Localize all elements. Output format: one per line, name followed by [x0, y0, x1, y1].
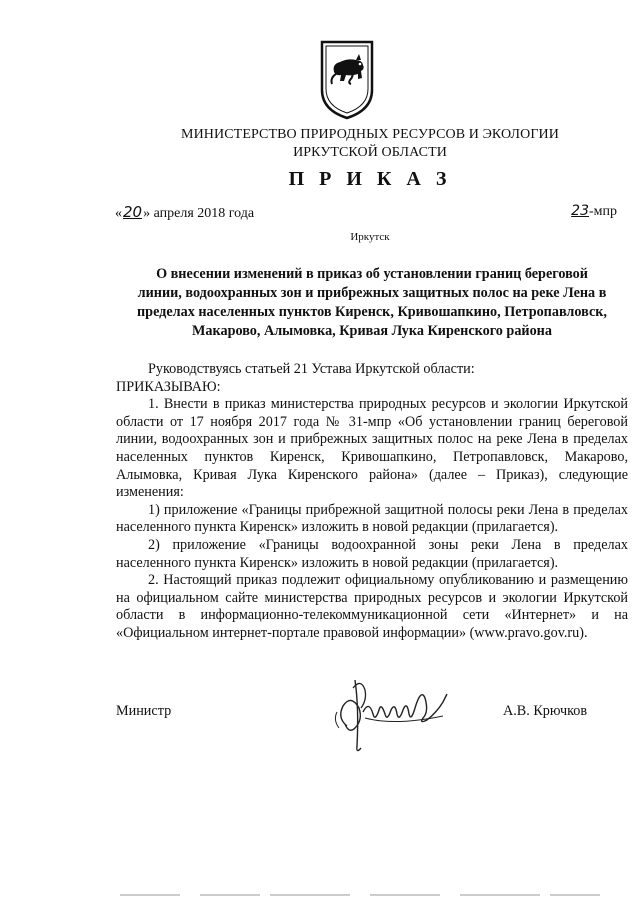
irkutsk-coat-of-arms-icon: [318, 38, 376, 120]
clause-2: 2. Настоящий приказ подлежит официальному опубликованию и размещению на официальном сайте министерства природных ресурсов и экологии Иркутской области в информационно-телекоммуникационной сети «Интернет» и на «Официальном интернет-портале правовой информации» (www.pravo.gov.ru).: [116, 572, 628, 641]
ministry-name-line2: ИРКУТСКОЙ ОБЛАСТИ: [293, 145, 447, 160]
handwritten-signature-icon: [325, 668, 465, 758]
order-number: [571, 203, 617, 220]
heading-line: линии, водоохранных зон и прибрежных защитных полос на реке Лена в: [137, 285, 607, 301]
page-bottom-scan-line: [120, 893, 600, 897]
heading-line: О внесении изменений в приказ об установлении границ береговой: [156, 266, 588, 282]
heading-line: пределах населенных пунктов Киренск, Кривошапкино, Петропавловск,: [137, 304, 607, 320]
order-verb: ПРИКАЗЫВАЮ:: [116, 378, 221, 395]
date-day-handwritten: 20: [123, 203, 143, 221]
order-heading: [116, 265, 628, 341]
date-open-quote: «: [115, 206, 122, 221]
heading-line: Макарово, Алымовка, Кривая Лука Киренского района: [192, 323, 552, 339]
order-number-handwritten: 23: [571, 203, 589, 219]
clause-1-item-2: 2) приложение «Границы водоохранной зоны реки Лена в пределах населенного пункта Киренск» изложить в новой редакции (прилагается).: [116, 536, 628, 571]
order-date: [115, 203, 254, 222]
order-number-suffix: -мпр: [588, 204, 617, 219]
clause-1: 1. Внести в приказ министерства природных ресурсов и экологии Иркутской области от 17 ноября 2017 года № 31-мпр «Об установлении границ береговой линии, водоохранных зон и прибрежных защитных полос на реке Лена в пределах населенных пунктов Киренск, Кривошапкино, Петропавловск, Макарово, Алымовка, Кривая Лука Киренского района» (далее – Приказ), следующие изменения:: [116, 396, 628, 501]
signatory-name: А.В. Крючков: [503, 703, 588, 719]
clause-1-item-1: 1) приложение «Границы прибрежной защитной полосы реки Лена в пределах населенного пункта Киренск» изложить в новой редакции (прилагается).: [116, 501, 628, 536]
signatory-title: Министр: [116, 703, 172, 719]
city-name: Иркутск: [350, 231, 390, 243]
basis-paragraph: Руководствуясь статьей 21 Устава Иркутской области:: [148, 361, 475, 377]
date-month-year: » апреля 2018 года: [143, 206, 255, 221]
ministry-name-line1: МИНИСТЕРСТВО ПРИРОДНЫХ РЕСУРСОВ И ЭКОЛОГИИ: [181, 127, 559, 142]
document-type-title: П Р И К А З: [288, 168, 452, 190]
order-body: [116, 361, 628, 643]
